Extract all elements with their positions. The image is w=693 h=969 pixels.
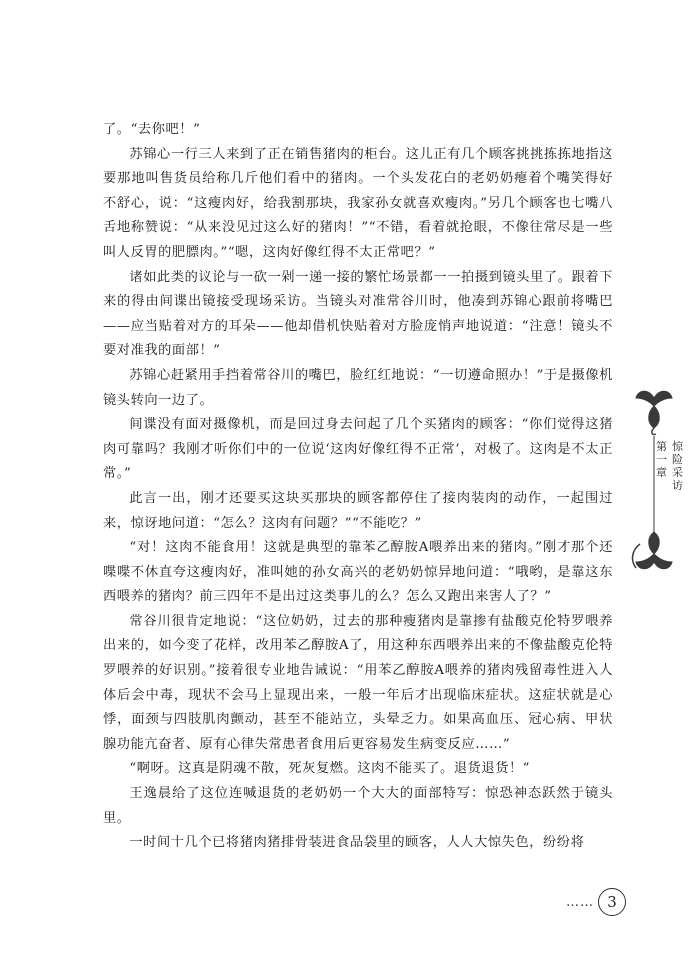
body-text (103, 118, 613, 856)
paragraph: “对！这肉不能食用！这就是典型的靠苯乙醇胺A喂养出来的猪肉。”刚才那个还喋喋不休直夸这瘦肉好，准叫她的孙女高兴的老奶奶惊异地问道：“哦哟，是靠这东西喂养的猪肉？前三四年不是出过这类事儿的么？怎么又跑出来害人了？” (103, 540, 613, 605)
paragraph: 了。“去你吧！” (103, 122, 201, 137)
floral-ornament-icon (626, 384, 678, 584)
paragraph: 苏锦心一行三人来到了正在销售猪肉的柜台。这儿正有几个顾客挑挑拣拣地指这要那地叫售货员给称几斤他们看中的猪肉。一个头发花白的老奶奶瘪着个嘴笑得好不舒心，说：“这瘦肉好，给我割那块，我家孙女就喜欢瘦肉。”另几个顾客也七嘴八舌地称赞说：“从来没见过这么好的猪肉！”“不错，看着就抢眼，不像往常尽是一些叫人反胃的肥膘肉。”“嗯，这肉好像红得不太正常吧？” (103, 146, 613, 260)
paragraph: 一时间十几个已将猪肉猪排骨装进食品袋里的顾客，人人大惊失色，纷纷将 (129, 835, 585, 851)
paragraph: 苏锦心赶紧用手挡着常谷川的嘴巴，脸红红地说：“一切遵命照办！”于是摄像机镜头转向一边了。 (103, 367, 613, 408)
footer-dots: …… (566, 894, 594, 910)
paragraph: 常谷川很肯定地说：“这位奶奶，过去的那种瘦猪肉是靠掺有盐酸克伦特罗喂养出来的，如今变了花样，改用苯乙醇胺A了，用这种东西喂养出来的不像盐酸克伦特罗喂养的好识别。”接着很专业地告诫说：“用苯乙醇胺A喂养的猪肉残留毒性进入人体后会中毒，现状不会马上显现出来，一般一年后才出现临床症状。这症状就是心悸，面颈与四肢肌肉颤动，甚至不能站立，头晕乏力。如果高血压、冠心病、甲状腺功能亢奋者、原有心律失常患者食用后更容易发生病变反应……” (103, 613, 613, 752)
paragraph: 此言一出，刚才还要买这块买那块的顾客都停住了接肉装肉的动作，一起围过来，惊讶地问道：“怎么？这肉有问题？”“不能吃？” (103, 490, 613, 531)
paragraph: 王逸晨给了这位连喊退货的老奶奶一个大大的面部特写：惊恐神态跃然于镜头里。 (103, 786, 613, 826)
chapter-name: 惊险采访 (672, 440, 683, 492)
chapter-side-tab (626, 384, 678, 584)
page-number: 3 (598, 888, 626, 916)
page-footer (566, 888, 626, 916)
paragraph: 诸如此类的议论与一砍一剁一递一接的繁忙场景都一一拍摄到镜头里了。跟着下来的得由间谍出镜接受现场采访。当镜头对准常谷川时，他凑到苏锦心跟前将嘴巴——应当贴着对方的耳朵——他却借机快贴着对方脸庞悄声地说道：“注意！镜头不要对准我的面部！” (103, 269, 613, 359)
paragraph: “啊呀。这真是阴魂不散，死灰复燃。这肉不能买了。退货退货！” (129, 761, 531, 777)
chapter-number: 第一章 (656, 440, 667, 479)
paragraph: 间谍没有面对摄像机，而是回过身去问起了几个买猪肉的顾客：“你们觉得这猪肉可靠吗？我刚才听你们中的一位说‘这肉好像红得不正常’，对极了。这肉是不太正常。” (103, 417, 613, 482)
